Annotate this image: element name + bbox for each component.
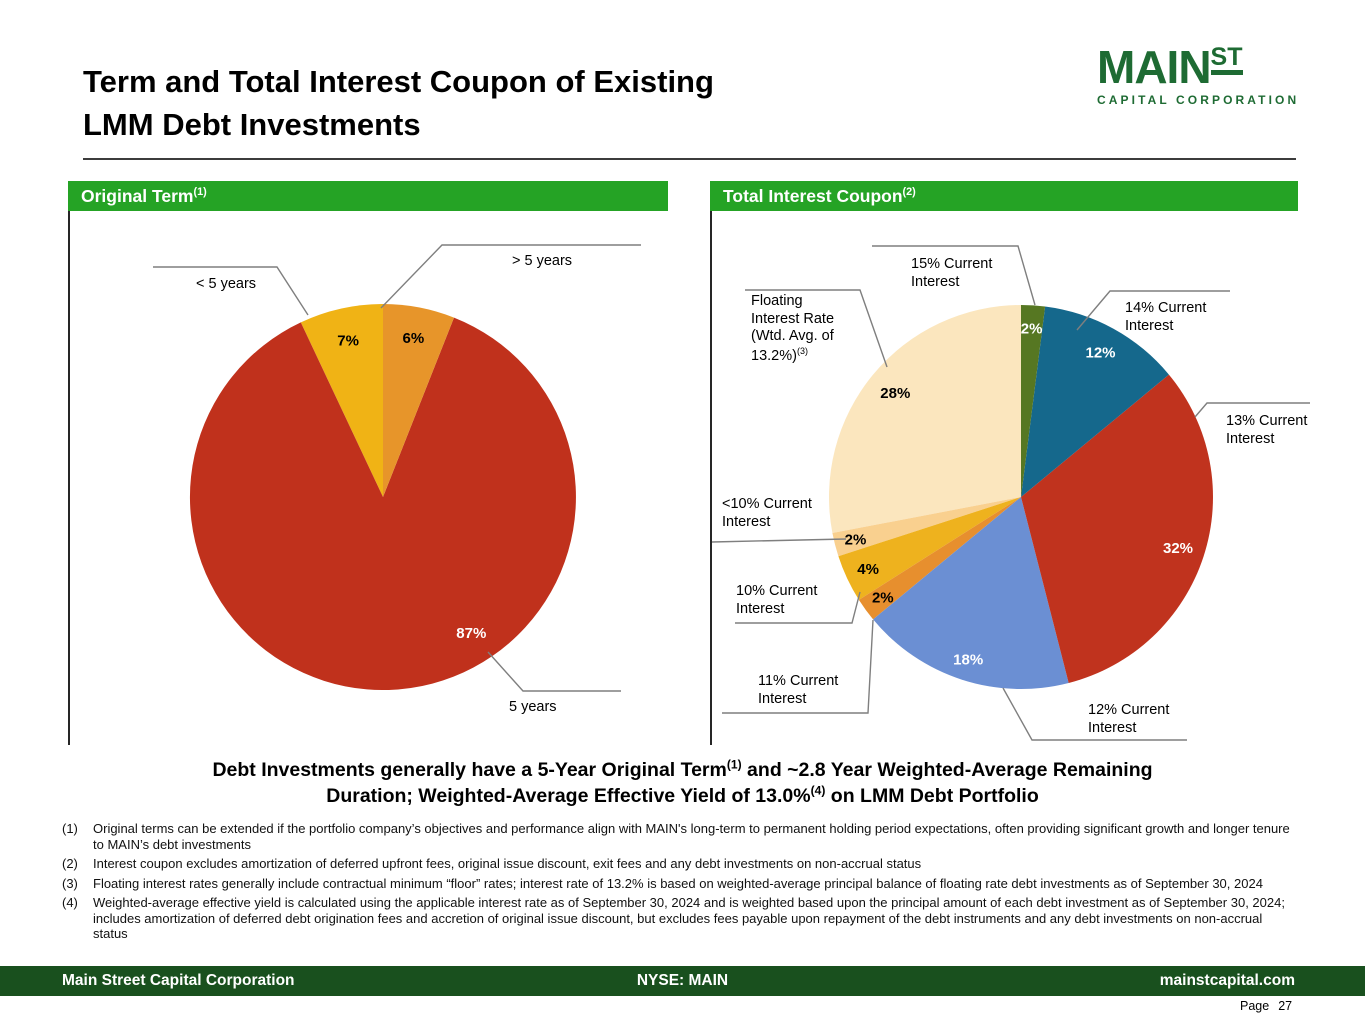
pie-slice-pct-label-12-current-interest: 18%	[953, 651, 984, 669]
statement-l2b: on LMM Debt Portfolio	[825, 785, 1039, 808]
callout-label-11pct: 11% Current Interest	[758, 673, 839, 707]
footnote-3-number: (3)	[62, 875, 78, 891]
callout-label-floating-rate-footnote-ref: (3)	[796, 346, 808, 357]
pie-slice-pct-label-5-years: 7%	[337, 332, 359, 350]
page-title-line2: LMM Debt Investments	[83, 107, 421, 143]
pie-slice-pct-label-floating-interest-rate-wtd-avg-of-13-2: 28%	[880, 385, 911, 402]
page-number	[1240, 999, 1301, 1013]
callout-label-15pct: 15% Current Interest	[911, 256, 993, 290]
callout-label-10pct: 10% Current Interest	[736, 583, 818, 617]
callout-label-12pct: 12% Current Interest	[1088, 702, 1170, 736]
statement-footnote-ref-1: (1)	[726, 757, 742, 772]
callout-label-lt5-years: < 5 years	[196, 276, 257, 292]
logo-main-word: MAIN	[1097, 41, 1211, 93]
pie-slice-pct-label-10-current-interest: 2%	[844, 531, 867, 549]
page-number-label: Page	[1240, 999, 1270, 1013]
callout-label-5-years: 5 years	[509, 699, 557, 715]
footnote-3-text: Floating interest rates generally include contractual minimum “floor” rates; interest rate of 13.2% is based on weighted-average principal balance of floating rate debt investments as of September 30, 2024	[93, 875, 1263, 891]
callout-line-lt10pct	[712, 539, 846, 542]
callout-label-gt5-years: > 5 years	[512, 253, 573, 269]
logo-st-superscript: ST	[1211, 45, 1243, 75]
callout-label-14pct: 14% Current Interest	[1125, 300, 1207, 334]
left-panel-header-label: Original Term	[81, 186, 194, 206]
statement-l1a: Debt Investments generally have a 5-Year Original Term	[212, 759, 727, 781]
page-title	[83, 60, 714, 147]
logo-main-text	[1097, 41, 1299, 93]
right-panel-header	[710, 181, 1298, 211]
page-number-value: 27	[1278, 999, 1293, 1013]
key-statement-line1	[0, 757, 1365, 783]
pie-slice-pct-label-13-current-interest: 32%	[1162, 540, 1194, 557]
footer-bar	[0, 966, 1365, 996]
pie-slice-pct-label-14-current-interest: 12%	[1085, 344, 1116, 362]
pie-slice-pct-label-5-years: 87%	[456, 625, 487, 642]
right-panel-header-label: Total Interest Coupon	[723, 186, 903, 206]
logo-subtitle: CAPITAL CORPORATION	[1097, 93, 1300, 107]
original-term-pie-chart	[68, 211, 668, 756]
statement-l2a: Duration; Weighted-Average Effective Yield of 13.0%	[326, 785, 811, 808]
footnote-4-number: (4)	[62, 895, 78, 910]
company-logo	[1097, 41, 1300, 107]
pie-slice-floating-interest-rate-wtd-avg-of-13-2	[829, 305, 1021, 533]
footnote-4-text: Weighted-average effective yield is calculated using the applicable interest rate as of September 30, 2024 and is weighted based upon the principal amount of each debt investment as of September 30, 2024; includes amortization of deferred debt origination fees and accretion of original issue discount, but excludes fees payable upon repayment of the debt instruments and any debt investments on non-accrual status	[93, 895, 1285, 941]
page-title-line1: Term and Total Interest Coupon of Existing	[83, 64, 714, 99]
pie-slice-pct-label-10-current-interest: 4%	[857, 560, 879, 578]
callout-label-floating-rate-text: Floating Interest Rate (Wtd. Avg. of 13.2%)	[751, 293, 835, 364]
pie-slice-pct-label-5-years: 6%	[402, 329, 425, 347]
footnote-2-number: (2)	[62, 856, 78, 871]
footnote-2-text: Interest coupon excludes amortization of deferred upfront fees, original issue discount, exit fees and any debt investments on non-accrual status	[93, 856, 922, 871]
callout-line-5-years	[488, 652, 621, 691]
callout-label-lt10pct: <10% Current Interest	[722, 496, 812, 530]
footnote-1-text: Original terms can be extended if the portfolio company’s objectives and performance align with MAIN's long-term to permanent holding period expectations, often providing significant growth and longer tenure to MAIN’s debt investments	[93, 821, 1290, 852]
right-panel-header-footnote-ref: (2)	[902, 186, 916, 199]
footnote-4	[62, 895, 1300, 942]
callout-line-gt5-years	[381, 245, 641, 308]
left-panel-header	[68, 181, 668, 211]
title-divider	[83, 158, 1296, 160]
statement-l1b: and ~2.8 Year Weighted-Average Remaining	[741, 759, 1153, 781]
footnotes	[62, 821, 1300, 946]
footer-ticker: NYSE: MAIN	[636, 972, 729, 989]
statement-footnote-ref-4: (4)	[810, 783, 826, 798]
footnote-1	[62, 821, 1300, 852]
footnote-1-number: (1)	[62, 821, 78, 836]
left-panel-header-footnote-ref: (1)	[193, 186, 207, 199]
footnote-2	[62, 856, 1300, 872]
pie-slice-pct-label-15-current-interest: 2%	[1020, 320, 1043, 338]
footnote-3	[62, 876, 1300, 892]
callout-label-floating-rate	[751, 293, 849, 366]
footer-company-name: Main Street Capital Corporation	[62, 972, 295, 989]
callout-label-13pct: 13% Current Interest	[1226, 413, 1308, 447]
key-statement	[0, 757, 1365, 809]
pie-slice-pct-label-11-current-interest: 2%	[871, 589, 894, 607]
key-statement-line2	[0, 783, 1365, 809]
footer-website: mainstcapital.com	[1159, 972, 1295, 989]
